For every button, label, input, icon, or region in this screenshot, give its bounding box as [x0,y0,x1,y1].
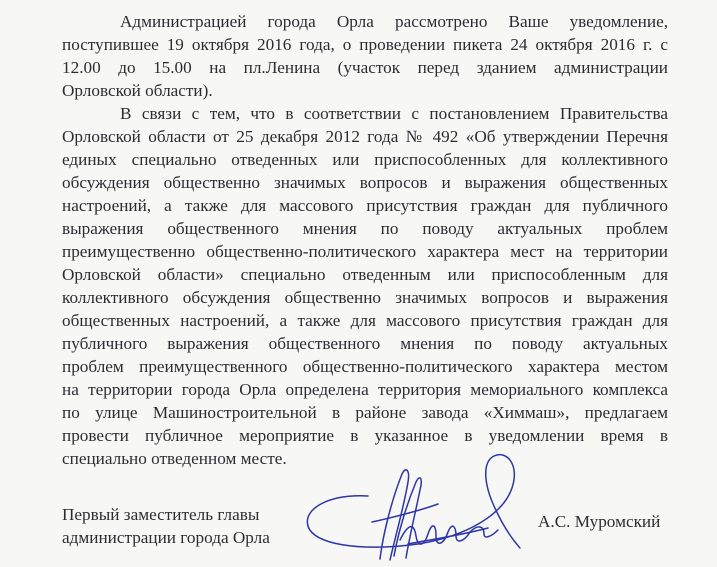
paragraph-2-line-11: публичного выражения общественного мнения по поводу актуальных [62,334,668,353]
paragraph-2-line-16: специально отведенном месте. [62,449,287,468]
paragraph-2-line-10: общественных настроений, а также для массового присутствия граждан для [62,311,668,330]
paragraph-2-line-7: преимущественно общественно-политического характера мест на территории [62,242,668,261]
handwritten-signature [298,444,528,567]
signer-position-line-1: Первый заместитель главы [62,505,260,524]
paragraph-1-line-3: 12.00 до 15.00 на пл.Ленина (участок перед зданием администрации [62,58,668,77]
signer-position-line-2: администрации города Орла [62,528,270,547]
paragraph-2-line-15: провести публичное мероприятие в указанное в уведомлении время в [62,426,668,445]
signature-ink [307,455,520,560]
paragraph-1-line-4: Орловской области). [62,81,213,100]
paragraph-2-line-13: на территории города Орла определена территория мемориального комплекса [62,380,668,399]
paragraph-2-line-12: проблем преимущественного общественно-политического характера местом [62,357,668,376]
paragraph-2-line-9: коллективного обсуждения общественно значимых вопросов и выражения [62,288,668,307]
paragraph-1-line-1: Администрацией города Орла рассмотрено Ваше уведомление, [120,12,668,31]
paragraph-2-line-4: обсуждения общественно значимых вопросов и выражения общественных [62,173,668,192]
paragraph-2-line-2: Орловской области от 25 декабря 2012 года № 492 «Об утверждении Перечня [62,127,668,146]
paragraph-2-line-5: настроений, а также для массового присутствия граждан для публичного [62,196,668,215]
paragraph-2-line-8: Орловской области» специально отведенным или приспособленным для [62,265,668,284]
paragraph-2-line-6: выражения общественного мнения по поводу актуальных проблем [62,219,668,238]
paragraph-2-line-1: В связи с тем, что в соответствии с постановлением Правительства [120,104,668,123]
signer-name: А.С. Муромский [538,512,661,531]
paragraph-2-line-14: по улице Машиностроительной в районе завода «Химмаш», предлагаем [62,403,668,422]
paragraph-1-line-2: поступившее 19 октября 2016 года, о проведении пикета 24 октября 2016 г. с [62,35,668,54]
paragraph-2-line-3: единых специально отведенных или приспособленных для коллективного [62,150,668,169]
